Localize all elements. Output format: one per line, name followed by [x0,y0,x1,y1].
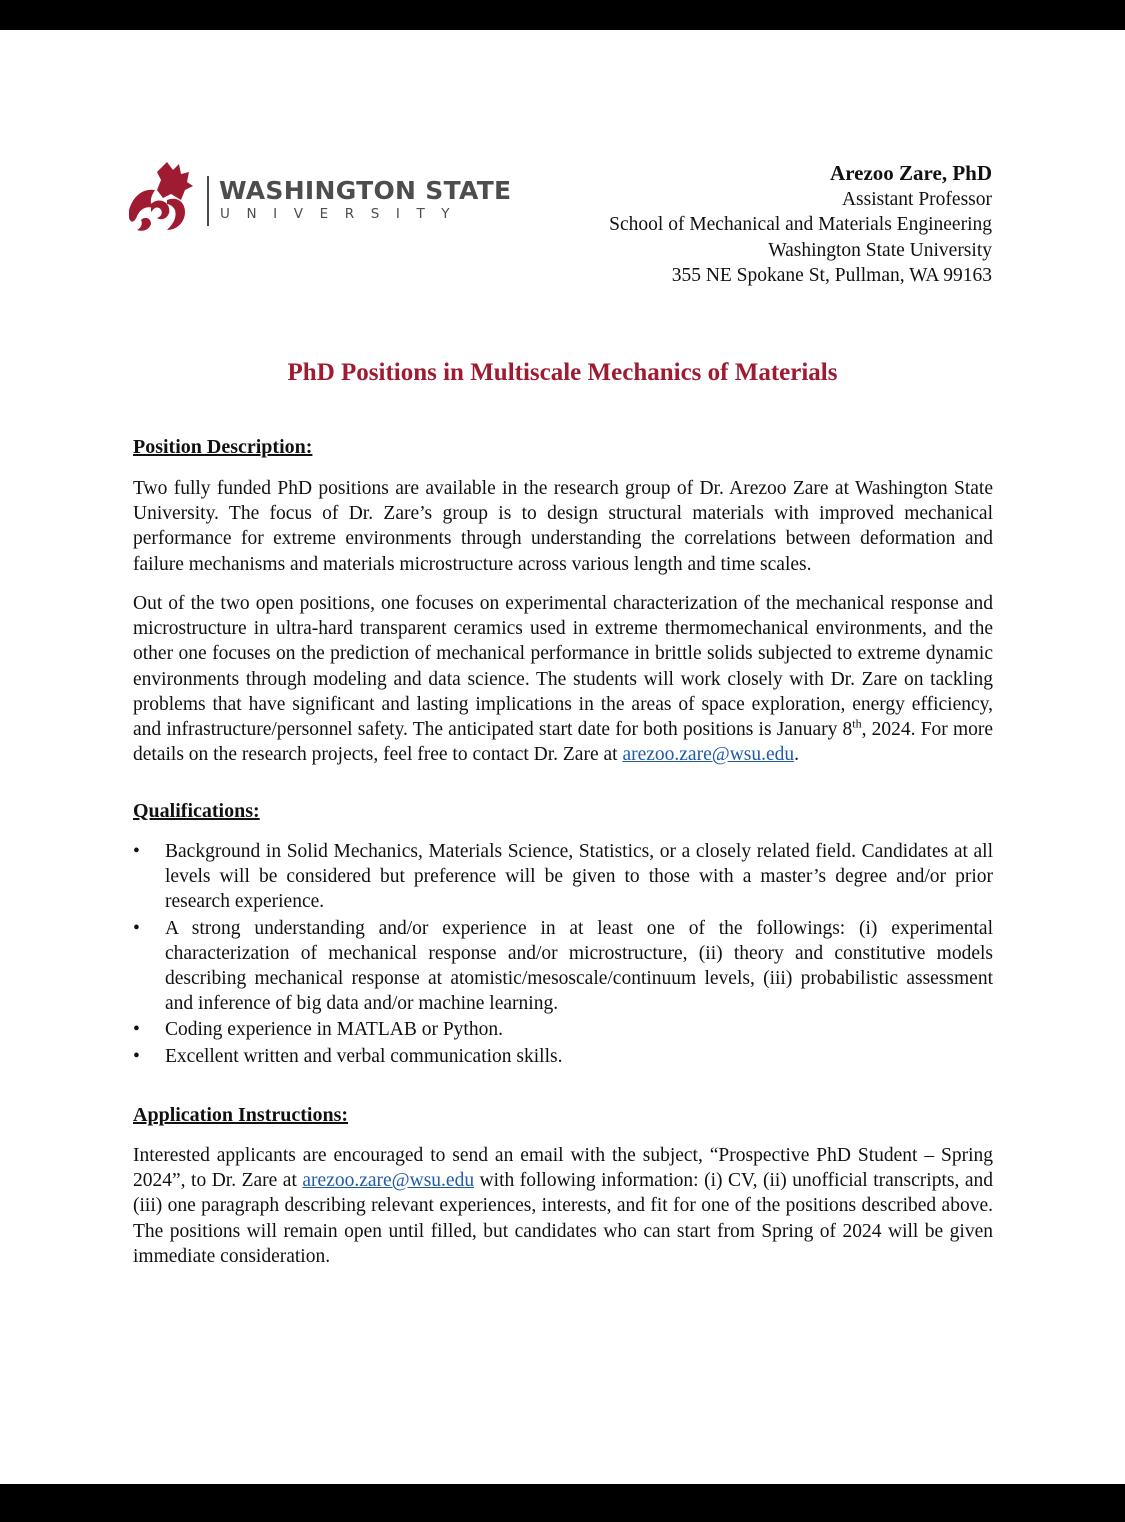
bullet-icon: • [133,1045,140,1067]
qualifications-heading: Qualifications: [133,800,260,822]
contact-role: Assistant Professor [841,188,992,210]
position-paragraph-1: Two fully funded PhD positions are available in the research group of Dr. Arezoo Zare at Washington State University. The focus of Dr. Zare’s group is to design structural materials with improved mechanical performance for extreme environments through understanding the correlations between deformation and failure mechanisms and materials microstructure across various length and time scales. [133,478,993,575]
application-text-b: with following information: (i) CV, (ii) unofficial transcripts, and (iii) one paragraph describing relevant experiences, interests, and fit for one of the positions described above. The positions will remain open until filled, but candidates who can start from Spring of 2024 will be given immediate consideration. [133,1170,993,1267]
position-paragraph-2 [133,591,993,767]
contact-school: School of Mechanical and Materials Engineering [609,214,992,235]
bottom-black-bar [0,1484,1125,1522]
list-item-text: Background in Solid Mechanics, Materials Science, Statistics, or a closely related field. Candidates at all levels will be considered but preference will be given to those with a master’s degree and/or prior research experience. [165,841,993,913]
ordinal-suffix: th [852,716,862,731]
logo-subtitle: UNIVERSITY [220,206,467,222]
contact-address: 355 NE Spokane St, Pullman, WA 99163 [671,265,992,286]
position-paragraph-2-text-b: , 2024. For more details on the research projects, feel free to contact Dr. Zare at [133,719,994,766]
contact-university: Washington State University [768,239,992,261]
list-item [133,1017,993,1042]
document-title: PhD Positions in Multiscale Mechanics of Materials [287,359,838,386]
bullet-icon: • [133,917,140,939]
logo-wordmark: WASHINGTON STATE [219,176,512,205]
list-item [133,839,993,915]
bullet-icon: • [133,1019,140,1041]
email-link[interactable]: arezoo.zare@wsu.edu [622,744,795,766]
position-paragraph-2-text-a: Out of the two open positions, one focuses on experimental characterization of the mechanical response and microstructure in ultra-hard transparent ceramics used in extreme thermomechanical environments, and the other one focuses on the prediction of mechanical performance in brittle solids subjected to extreme dynamic environments through modeling and data science. The students will work closely with Dr. Zare on tackling problems that have significant and lasting implications in the areas of space exploration, energy efficiency, and infrastructure/personnel safety. The anticipated start date for both positions is January 8 [133,593,993,741]
position-description-heading: Position Description: [133,436,313,458]
application-text-a: Interested applicants are encouraged to send an email with the subject, “Prospective PhD Student – Spring 2024”, to Dr. Zare at [133,1145,993,1192]
application-instructions-heading: Application Instructions: [133,1104,349,1126]
cougar-head-icon [127,160,199,235]
wsu-logo [127,160,512,235]
list-item-text: Coding experience in MATLAB or Python. [165,1019,503,1041]
list-item [133,916,993,1017]
bullet-icon: • [133,841,140,862]
contact-name: Arezoo Zare, PhD [830,161,992,185]
top-black-bar [0,0,1125,30]
qualifications-list [133,839,993,1070]
contact-block [609,161,992,289]
list-item-text: A strong understanding and/or experience in at least one of the followings: (i) experimental characterization of mechanical response and/or microstructure, (ii) theory and constitutive models describing mechanical response at atomistic/mesoscale/continuum levels, (iii) probabilistic assessment and inference of big data and/or machine learning. [165,917,993,1015]
logo-divider [207,176,209,226]
application-paragraph [133,1143,993,1269]
position-paragraph-2-end: . [794,744,800,766]
list-item-text: Excellent written and verbal communication skills. [165,1045,563,1067]
list-item [133,1044,993,1069]
email-link[interactable]: arezoo.zare@wsu.edu [302,1170,475,1192]
